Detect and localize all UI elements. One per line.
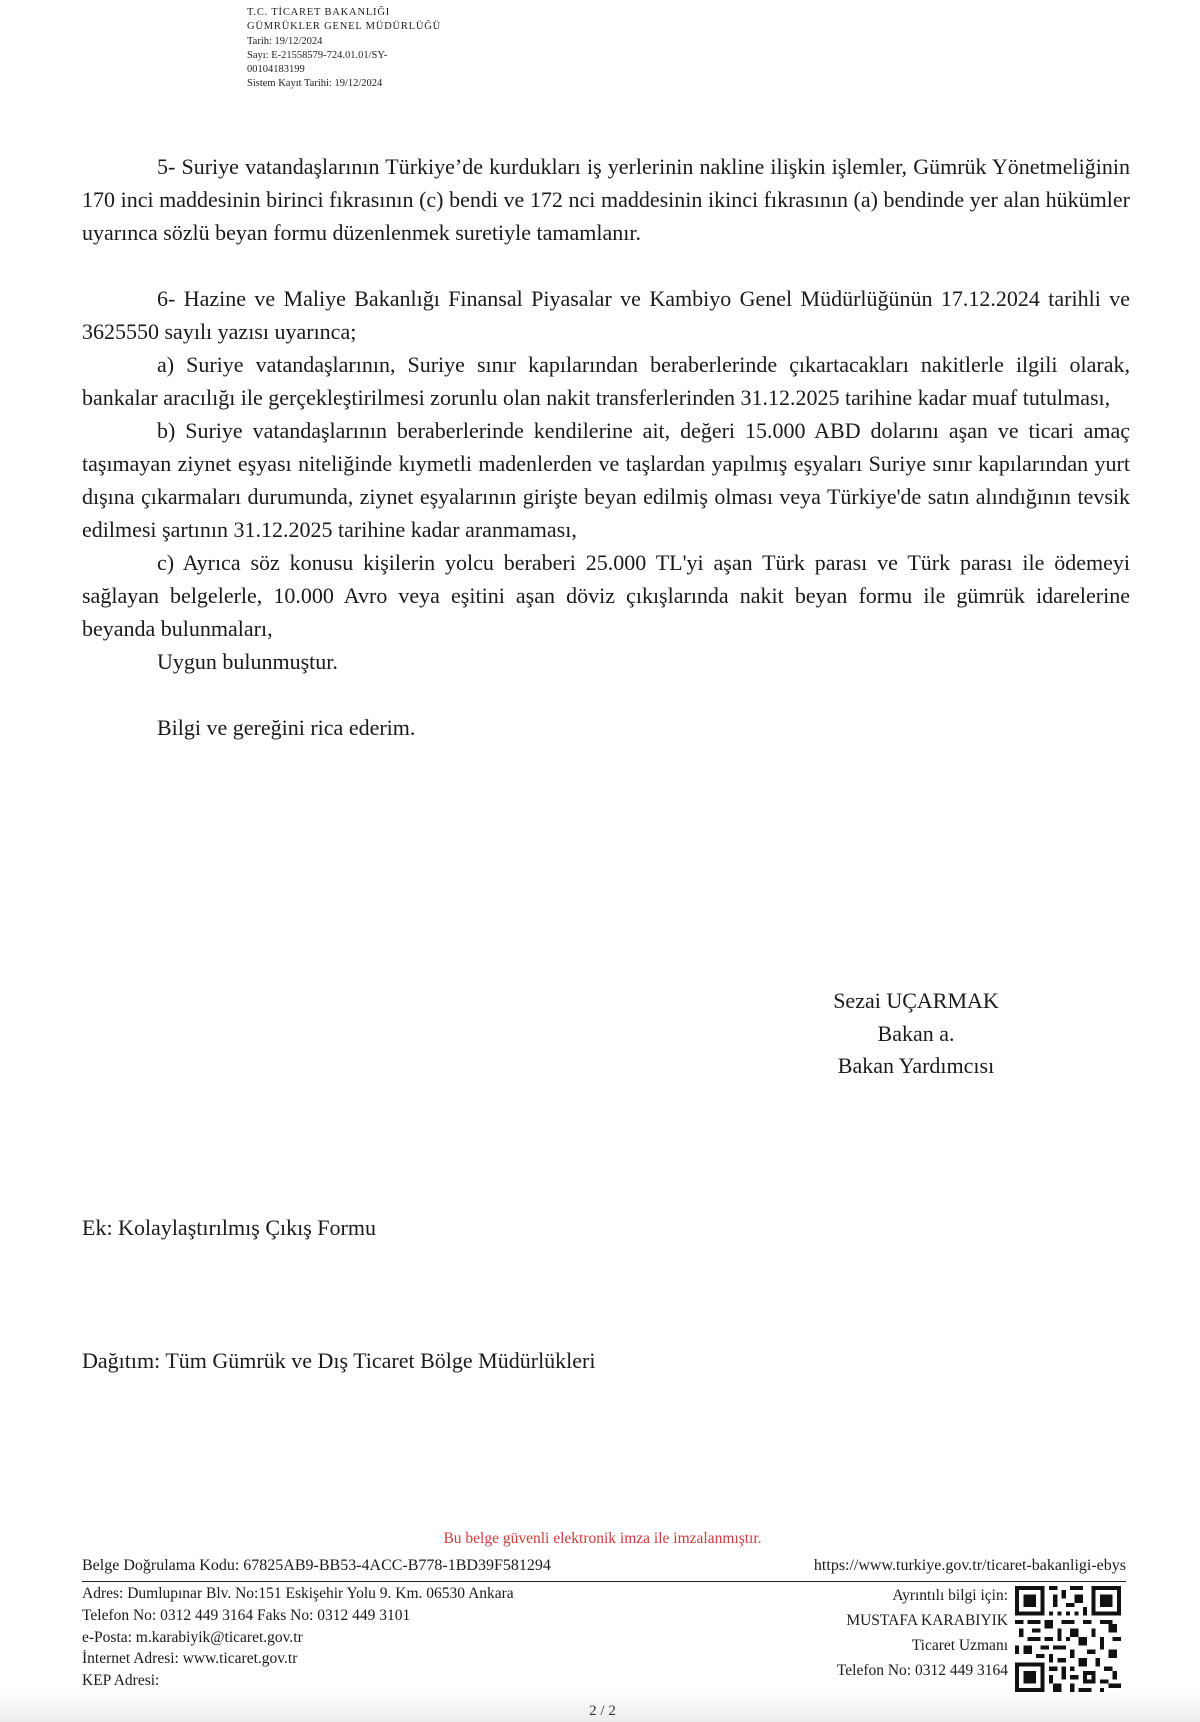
document-number-cont: 00104183199 xyxy=(247,64,305,76)
document-header xyxy=(247,6,441,92)
footer-contact-person xyxy=(837,1583,1008,1683)
page-number: 2 / 2 xyxy=(589,1703,616,1719)
footer-divider xyxy=(82,1581,1126,1582)
document-date: Tarih: 19/12/2024 xyxy=(247,35,323,47)
website-link[interactable]: İnternet Adresi: www.ticaret.gov.tr xyxy=(82,1650,298,1668)
footer-contact-info xyxy=(82,1583,514,1692)
paragraph-item-6b: b) Suriye vatandaşlarının beraberlerinde kendilerine ait, değeri 15.000 ABD dolarını aşan ve ticari amaç taşımayan ziynet eşyası niteliğinde kıymetli madenlerden ve taşlardan yapılmış eşyaları Suriye sınır kapılarından yurt dışına çıkarmaları durumunda, ziynet eşyalarının girişte beyan edilmiş olması veya Türkiye'de satın alındığının tevsik edilmesi şartının 31.12.2025 tarihine kadar aranmaması, xyxy=(82,418,1130,542)
signatory-title: Bakan Yardımcısı xyxy=(837,1053,995,1078)
signature-block xyxy=(800,985,1032,1083)
paragraph-item-5: 5- Suriye vatandaşlarının Türkiye’de kurdukları iş yerlerinin nakline ilişkin işlemler, Gümrük Yönetmeliğinin 170 inci maddesinin birinci fıkrasının (c) bendi ve 172 nci maddesinin ikinci fıkrasının (a) bendinde yer alan hükümler uyarınca sözlü beyan formu düzenlenmek suretiyle tamamlanır. xyxy=(82,154,1130,245)
system-record-date: Sistem Kayıt Tarihi: 19/12/2024 xyxy=(247,78,383,90)
phone-fax: Telefon No: 0312 449 3164 Faks No: 0312 449 3101 xyxy=(82,1606,411,1624)
address: Adres: Dumlupınar Blv. No:151 Eskişehir Yolu 9. Km. 06530 Ankara xyxy=(82,1585,514,1602)
email-link[interactable]: e-Posta: m.karabiyik@ticaret.gov.tr xyxy=(82,1628,303,1646)
contact-phone: Telefon No: 0312 449 3164 xyxy=(836,1662,1008,1679)
signatory-on-behalf: Bakan a. xyxy=(877,1020,955,1046)
document-body xyxy=(82,150,1130,744)
paragraph-item-6c: c) Ayrıca söz konusu kişilerin yolcu beraberi 25.000 TL'yi aşan Türk parası ve Türk parası ile ödemeyi sağlayan belgelerle, 10.000 Avro veya eşitini aşan döviz çıkışlarında nakit beyan formu ile gümrük idarelerine beyanda bulunmaları, xyxy=(82,550,1130,641)
annex-line: Ek: Kolaylaştırılmış Çıkış Formu xyxy=(82,1215,376,1240)
signatory-name: Sezai UÇARMAK xyxy=(833,988,999,1013)
contact-name: MUSTAFA KARABIYIK xyxy=(846,1612,1008,1629)
contact-title: Ticaret Uzmanı xyxy=(911,1637,1008,1654)
paragraph-item-6: 6- Hazine ve Maliye Bakanlığı Finansal Piyasalar ve Kambiyo Genel Müdürlüğünün 17.12.2024 tarihli ve 3625550 sayılı yazısı uyarınca; xyxy=(82,286,1130,344)
kep-address: KEP Adresi: xyxy=(82,1672,160,1690)
document-number: Sayı: E-21558579-724.01.01/SY- xyxy=(247,49,388,61)
contact-label: Ayrıntılı bilgi için: xyxy=(892,1587,1008,1604)
distribution-line: Dağıtım: Tüm Gümrük ve Dış Ticaret Bölge Müdürlükleri xyxy=(82,1348,596,1373)
institution-name: T.C. TİCARET BAKANLIĞI xyxy=(247,7,391,18)
closing-statement: Bilgi ve gereğini rica ederim. xyxy=(157,715,416,740)
approval-statement: Uygun bulunmuştur. xyxy=(157,649,338,674)
verification-code: Belge Doğrulama Kodu: 67825AB9-BB53-4ACC-B778-1BD39F581294 xyxy=(82,1557,551,1574)
verification-url-link[interactable]: https://www.turkiye.gov.tr/ticaret-bakanligi-ebys xyxy=(813,1557,1126,1574)
qr-code-icon xyxy=(1015,1586,1121,1692)
verification-row xyxy=(82,1557,1126,1575)
esignature-notice: Bu belge güvenli elektronik imza ile imzalanmıştır. xyxy=(443,1530,762,1547)
department-name: GÜMRÜKLER GENEL MÜDÜRLÜĞÜ xyxy=(247,21,442,33)
paragraph-item-6a: a) Suriye vatandaşlarının, Suriye sınır kapılarından beraberlerinde çıkartacakları nakitlerle ilgili olarak, bankalar aracılığı ile gerçekleştirilmesi zorunlu olan nakit transferlerinden 31.12.2025 tarihine kadar muaf tutulması, xyxy=(82,352,1130,410)
